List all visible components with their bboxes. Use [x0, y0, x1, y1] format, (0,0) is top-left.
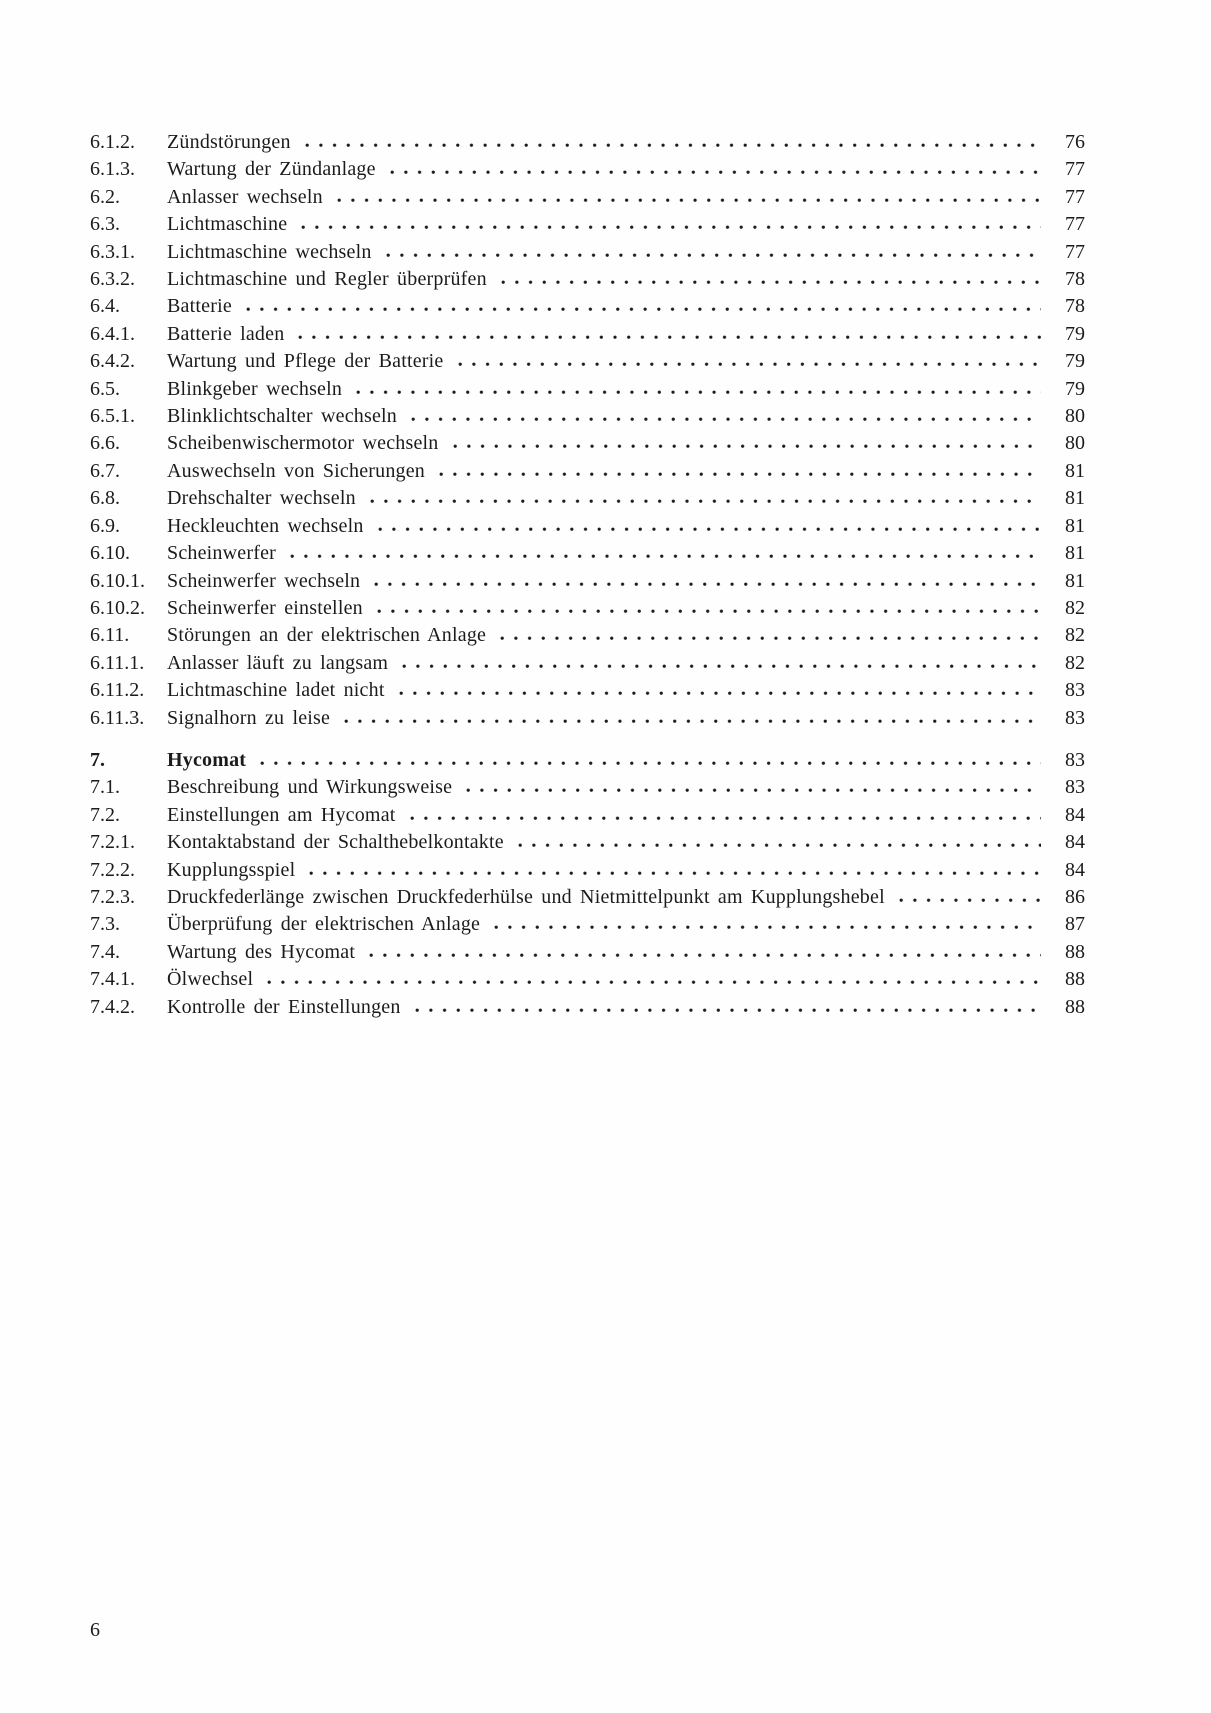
toc-entry-number: 6.3.2.: [90, 268, 135, 291]
toc-entry: [90, 966, 1085, 993]
toc-entry: [90, 239, 1085, 266]
dot-leader: [411, 416, 1041, 422]
toc-entry-number: 6.4.1.: [90, 322, 135, 345]
dot-leader: [267, 979, 1041, 985]
toc-entry-page: 82: [1065, 596, 1085, 619]
dot-leader: [500, 635, 1041, 641]
toc-entry-title: Signalhorn zu leise: [167, 706, 331, 729]
toc-entry: [90, 540, 1085, 567]
toc-entry-number: 7.2.3.: [90, 885, 135, 908]
toc-entry: [90, 513, 1085, 540]
toc-entry-number: 6.6.: [90, 432, 120, 455]
toc-entry-page: 87: [1065, 913, 1085, 936]
toc-entry-page: 83: [1065, 748, 1085, 771]
toc-entry-page: 82: [1065, 624, 1085, 647]
toc-entry-title: Scheinwerfer wechseln: [167, 569, 361, 592]
toc-entry-title: Auswechseln von Sicherungen: [167, 459, 426, 482]
toc-entry-page: 83: [1065, 679, 1085, 702]
toc-entry-number: 6.10.: [90, 542, 130, 565]
toc-entry: [90, 403, 1085, 430]
dot-leader: [390, 169, 1041, 175]
toc-entry: [90, 829, 1085, 856]
toc-entry-title: Störungen an der elektrischen Anlage: [167, 624, 487, 647]
page-number: 6: [90, 1619, 100, 1641]
toc-entry-number: 7.1.: [90, 776, 120, 799]
toc-entry-page: 84: [1065, 803, 1085, 826]
dot-leader: [415, 1007, 1041, 1013]
toc-entry: [90, 622, 1085, 649]
toc-entry-page: 79: [1065, 377, 1085, 400]
toc-entry-page: 83: [1065, 776, 1085, 799]
toc-entry-number: 6.4.: [90, 295, 120, 318]
dot-leader: [518, 842, 1041, 848]
toc-entry: [90, 677, 1085, 704]
toc-entry: [90, 129, 1085, 156]
toc-entry-number: 6.11.1.: [90, 651, 145, 674]
toc-entry-page: 77: [1065, 158, 1085, 181]
toc-entry: [90, 485, 1085, 512]
toc-entry: [90, 939, 1085, 966]
toc-entry: [90, 705, 1085, 732]
toc-entry-number: 6.1.2.: [90, 131, 135, 153]
dot-leader: [370, 498, 1041, 504]
toc-entry-page: 77: [1065, 240, 1085, 263]
toc-entry: [90, 184, 1085, 211]
toc-entry: [90, 994, 1085, 1021]
toc-entry-page: 76: [1065, 131, 1085, 153]
toc-entry-number: 6.3.: [90, 213, 120, 236]
dot-leader: [501, 279, 1041, 285]
toc-entry-title: Zündstörungen: [167, 131, 291, 153]
toc-entry-page: 78: [1065, 268, 1085, 291]
toc-entry-number: 6.11.2.: [90, 679, 145, 702]
toc-entry-title: Ölwechsel: [167, 968, 254, 991]
toc-entry-title: Blinklichtschalter wechseln: [167, 405, 398, 428]
dot-leader: [290, 553, 1041, 559]
toc-entry: [90, 802, 1085, 829]
toc-entry-title: Wartung der Zündanlage: [167, 158, 376, 181]
toc-entry-number: 6.2.: [90, 185, 120, 208]
dot-leader: [494, 924, 1041, 930]
dot-leader: [386, 252, 1041, 258]
toc-entry-number: 6.5.1.: [90, 405, 135, 428]
toc-entry-number: 7.2.2.: [90, 858, 135, 881]
toc-entry: [90, 266, 1085, 293]
toc-entry-title: Kontaktabstand der Schalthebelkontakte: [167, 831, 504, 854]
dot-leader: [246, 306, 1041, 312]
toc-entry: [90, 774, 1085, 801]
toc-entry-number: 7.4.2.: [90, 995, 135, 1018]
toc-entry-title: Lichtmaschine: [167, 213, 288, 236]
toc-entry-number: 6.10.1.: [90, 569, 145, 592]
toc-entry: [90, 747, 1085, 774]
toc-entry: [90, 884, 1085, 911]
toc-entry-page: 82: [1065, 651, 1085, 674]
toc-entry-page: 81: [1065, 542, 1085, 565]
toc-entry-title: Batterie laden: [167, 322, 285, 345]
toc-entry-number: 6.10.2.: [90, 596, 145, 619]
toc-entry-page: 79: [1065, 350, 1085, 373]
toc-entry: [90, 430, 1085, 457]
toc-entry-title: Anlasser wechseln: [167, 185, 323, 208]
toc-entry-title: Wartung des Hycomat: [167, 940, 356, 963]
toc-entry-title: Beschreibung und Wirkungsweise: [167, 776, 453, 799]
dot-leader: [399, 690, 1041, 696]
toc-entry-page: 81: [1065, 569, 1085, 592]
toc-entry-page: 86: [1065, 885, 1085, 908]
toc-entry-title: Blinkgeber wechseln: [167, 377, 343, 400]
table-of-contents: [90, 129, 1085, 1021]
toc-entry-page: 77: [1065, 213, 1085, 236]
dot-leader: [378, 526, 1041, 532]
dot-leader: [260, 760, 1041, 766]
dot-leader: [369, 952, 1041, 958]
toc-entry: [90, 211, 1085, 238]
toc-entry-page: 81: [1065, 459, 1085, 482]
toc-entry-number: 6.11.: [90, 624, 130, 647]
toc-entry-title: Lichtmaschine wechseln: [167, 240, 372, 263]
toc-entry-number: 7.: [90, 748, 105, 771]
toc-entry-page: 81: [1065, 514, 1085, 537]
toc-entry-number: 7.2.: [90, 803, 120, 826]
toc-entry-page: 81: [1065, 487, 1085, 510]
toc-entry-number: 7.4.1.: [90, 968, 135, 991]
dot-leader: [466, 787, 1041, 793]
toc-entry-number: 6.11.3.: [90, 706, 145, 729]
toc-entry-title: Überprüfung der elektrischen Anlage: [167, 913, 481, 936]
toc-entry-title: Drehschalter wechseln: [167, 487, 356, 510]
dot-leader: [344, 718, 1041, 724]
dot-leader: [309, 870, 1041, 876]
toc-entry: [90, 293, 1085, 320]
dot-leader: [337, 197, 1041, 203]
toc-entry-title: Scheibenwischermotor wechseln: [167, 432, 439, 455]
toc-entry: [90, 568, 1085, 595]
toc-entry-page: 80: [1065, 432, 1085, 455]
dot-leader: [356, 389, 1041, 395]
toc-entry-page: 84: [1065, 831, 1085, 854]
toc-entry-number: 7.3.: [90, 913, 120, 936]
toc-entry-number: 6.7.: [90, 459, 120, 482]
toc-entry: [90, 857, 1085, 884]
toc-entry-number: 6.4.2.: [90, 350, 135, 373]
dot-leader: [301, 224, 1041, 230]
toc-entry-page: 80: [1065, 405, 1085, 428]
toc-entry-page: 79: [1065, 322, 1085, 345]
toc-entry-title: Hycomat: [167, 748, 247, 771]
dot-leader: [305, 142, 1041, 148]
toc-entry-page: 83: [1065, 706, 1085, 729]
toc-entry-title: Kupplungsspiel: [167, 858, 296, 881]
toc-entry-page: 84: [1065, 858, 1085, 881]
dot-leader: [298, 334, 1041, 340]
toc-entry-number: 6.8.: [90, 487, 120, 510]
toc-entry-title: Lichtmaschine ladet nicht: [167, 679, 385, 702]
toc-entry: [90, 376, 1085, 403]
toc-entry-title: Lichtmaschine und Regler überprüfen: [167, 268, 487, 291]
toc-entry-page: 88: [1065, 940, 1085, 963]
toc-entry-number: 6.5.: [90, 377, 120, 400]
toc-entry-number: 7.4.: [90, 940, 120, 963]
dot-leader: [899, 897, 1041, 903]
toc-entry-title: Scheinwerfer einstellen: [167, 596, 363, 619]
toc-entry: [90, 321, 1085, 348]
toc-entry-title: Batterie: [167, 295, 232, 318]
toc-entry-number: 6.9.: [90, 514, 120, 537]
toc-entry: [90, 156, 1085, 183]
toc-entry-number: 6.3.1.: [90, 240, 135, 263]
toc-entry-title: Heckleuchten wechseln: [167, 514, 364, 537]
dot-leader: [458, 361, 1041, 367]
toc-entry: [90, 458, 1085, 485]
toc-entry-page: 78: [1065, 295, 1085, 318]
dot-leader: [374, 581, 1041, 587]
toc-entry-page: 77: [1065, 185, 1085, 208]
toc-entry-page: 88: [1065, 968, 1085, 991]
toc-entry: [90, 348, 1085, 375]
toc-entry-page: 88: [1065, 995, 1085, 1018]
toc-entry-number: 7.2.1.: [90, 831, 135, 854]
toc-entry: [90, 595, 1085, 622]
dot-leader: [377, 608, 1041, 614]
toc-entry-title: Kontrolle der Einstellungen: [167, 995, 401, 1018]
dot-leader: [410, 815, 1041, 821]
dot-leader: [453, 443, 1042, 449]
toc-entry-title: Druckfederlänge zwischen Druckfederhülse und Nietmittelpunkt am Kupplungshebel: [167, 885, 885, 908]
dot-leader: [402, 663, 1041, 669]
toc-entry-number: 6.1.3.: [90, 158, 135, 181]
toc-entry-title: Anlasser läuft zu langsam: [167, 651, 389, 674]
toc-entry-title: Wartung und Pflege der Batterie: [167, 350, 444, 373]
toc-entry-title: Einstellungen am Hycomat: [167, 803, 396, 826]
toc-entry: [90, 650, 1085, 677]
dot-leader: [439, 471, 1041, 477]
toc-entry: [90, 911, 1085, 938]
toc-entry-title: Scheinwerfer: [167, 542, 277, 565]
